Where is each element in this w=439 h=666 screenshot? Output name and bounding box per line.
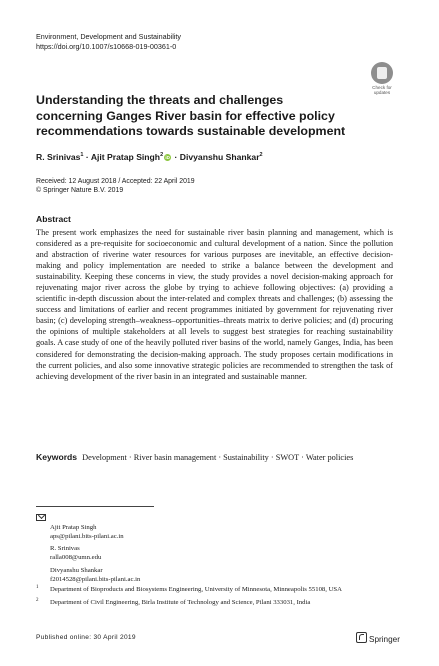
- author-affiliation-mark: 1: [80, 152, 84, 158]
- check-for-updates-badge[interactable]: [368, 62, 396, 94]
- author-separator: ·: [174, 151, 178, 162]
- keywords-section: [36, 452, 393, 463]
- title-line: concerning Ganges River basin for effective policy: [36, 108, 335, 123]
- author-affiliation-mark: 2: [259, 152, 263, 158]
- author-affiliation-mark: 2: [160, 152, 164, 158]
- affiliation-text: Department of Civil Engineering, Birla Institute of Technology and Science, Pilani 333031, India: [50, 598, 311, 606]
- publisher-name: Springer: [369, 635, 400, 644]
- author-list: [36, 150, 263, 163]
- correspondence-name: Ajit Pratap Singh: [50, 523, 97, 531]
- journal-doi[interactable]: https://doi.org/10.1007/s10668-019-00361-0: [36, 41, 177, 51]
- keywords-heading: Keywords: [36, 452, 78, 462]
- correspondence-email[interactable]: ralla008@umn.edu: [50, 554, 102, 562]
- envelope-icon: [36, 514, 46, 521]
- check-for-updates-icon: [371, 62, 393, 84]
- correspondence-name: R. Srinivas: [50, 545, 80, 553]
- correspondence-name: Divyanshu Shankar: [50, 566, 103, 574]
- affiliation-number: 1: [36, 585, 39, 590]
- correspondence-email[interactable]: f2014528@pilani.bits-pilani.ac.in: [50, 575, 141, 583]
- affiliations: [36, 586, 396, 611]
- affiliation-number: 2: [36, 597, 39, 603]
- footnote-divider: [36, 506, 154, 507]
- correspondence-entry: [50, 545, 396, 563]
- copyright-line: © Springer Nature B.V. 2019: [36, 187, 124, 195]
- author-name[interactable]: Divyanshu Shankar: [179, 151, 260, 162]
- journal-header: [36, 32, 181, 51]
- orcid-icon[interactable]: iD: [165, 154, 170, 160]
- keywords-list: Development · River basin management · Sustainability · SWOT · Water policies: [82, 453, 354, 462]
- correspondence-entry: [50, 567, 396, 585]
- title-line: recommendations towards sustainable development: [36, 124, 346, 138]
- correspondence-entry: [50, 524, 396, 542]
- journal-name: Environment, Development and Sustainability: [36, 32, 182, 41]
- abstract-text: The present work emphasizes the need for sustainable river basin planning and management, which is considered as a pre-requisite for socioeconomic and cultural development of a nation. Since the pollution and abstraction of riverine water resources for various purposes are inevitable, an effective decision-making and policy implementation are needed to strike a balance between the development and sustainability. Keeping these concerns in view, the study provides a novel decision-making approach for rejuvenating major river across the globe by trying to achieve following objectives: (a) providing a scientific in-depth discussion about the inter-related and complex threats and challenges; (b) assessing the success and limitations of earlier and recent programmes initiated by government for rejuvenating river basin; (c) developing strength–weakness–opportunities–threats matrix to derive policies; and (d) procuring the opinions of multiple stakeholders at all levels to suggest best strategies for reaching sustainability goals. A case study of one of the heavily polluted river basins of the world, namely Ganges, India, has been considered for demonstrating the decision-making approach. The study proposes certain modifications in the current policies, and also some innovative strategic policies are recommended to strengthen the task of achieving development of the river basin in an integrated and sustainable manner.: [36, 228, 393, 381]
- affiliation-entry: [36, 586, 396, 595]
- author-name[interactable]: Ajit Pratap Singh: [90, 151, 161, 162]
- correspondence-email[interactable]: aps@pilani.bits-pilani.ac.in: [50, 532, 124, 540]
- author-separator: ·: [85, 151, 89, 162]
- published-online: Published online: 30 April 2019: [36, 634, 136, 641]
- author-name[interactable]: R. Srinivas: [36, 151, 81, 162]
- badge-label-1: Check for: [372, 85, 392, 90]
- received-accepted-dates: Received: 12 August 2018 / Accepted: 22 April 2019: [36, 178, 195, 185]
- affiliation-entry: [36, 599, 396, 608]
- abstract-heading: Abstract: [36, 214, 71, 224]
- publisher-logo: [356, 632, 400, 644]
- article-dates: [36, 177, 195, 196]
- springer-horse-icon: [356, 632, 367, 643]
- correspondence-block: [36, 512, 396, 589]
- affiliation-text: Department of Bioproducts and Biosystems Engineering, University of Minnesota, Minneapolis 55108, USA: [50, 586, 342, 593]
- badge-label-2: updates: [373, 90, 391, 95]
- title-line: Understanding the threats and challenges: [36, 93, 284, 107]
- article-title: [36, 93, 396, 140]
